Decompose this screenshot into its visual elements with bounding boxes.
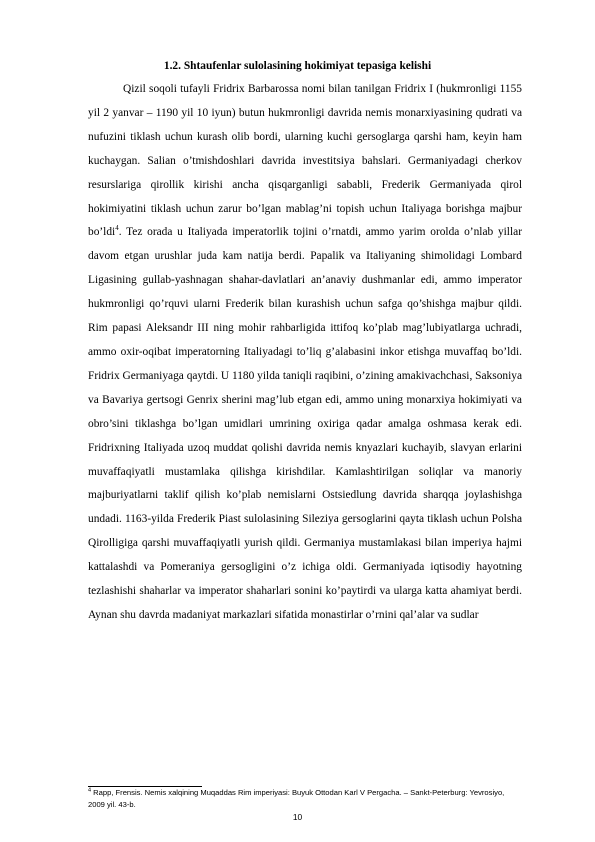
paragraph-text-part-1: Qizil soqoli tufayli Fridrix Barbarossa nomi bilan tanilgan Fridrix I (hukmronligi 1155 yil 2 yanvar – 1190 yil 10 iyun) butun hukmronligi davrida nemis monarxiyasining qudrati va nufuzini tiklash uchun kurash olib bordi, ularning kuchi gersoglarga qarshi ham, keyin ham kuchaygan. Salian o’tmishdoshlari davrida investitsiya bahslari. Germaniyadagi cherkov resurslariga qirollik kirishi ancha qisqarganligi sababli, Frederik Germaniyada qirol hokimiyatini tiklash uchun zarur bo’lgan mablag’ni topish uchun Italiyaga borishga majbur bo’ldi [88,83,522,239]
footnote-reference[interactable]: 4 [115,224,119,233]
page-number: 10 [292,812,303,822]
body-paragraph [88,78,522,628]
paragraph-text-part-2: . Tez orada u Italiyada imperatorlik tojini o’rnatdi, ammo yarim orolda o’nlab yillar davom etgan urushlar juda kam natija berdi. Papalik va Italiyaning shimolidagi Lombard Ligasining gullab-yashnagan shahar-davlatlari an’anaviy dushmanlar edi, ammo imperator hukmronligi qo’rquvi ularni Frederik bilan kurashish uchun safga qo’shishga majbur qildi. Rim papasi Aleksandr III ning mohir rahbarligida ittifoq ko’plab mag’lubiyatlarga uchradi, ammo oxir-oqibat imperatorning Italiyadagi to’liq g’alabasini inkor etishga muvaffaq bo’ldi. Fridrix Germaniyaga qaytdi. U 1180 yilda taniqli raqibini, o’zining amakivachchasi, Saksoniya va Bavariya gertsogi Genrix sherini mag’lub etgan edi, ammo uning monarxiya hokimiyati va obro’sini tiklashga bo’lgan umidlari umrining oxiriga qadar amalga oshmasa kerak edi. Fridrixning Italiyada uzoq muddat qolishi davrida nemis knyazlari kuchayib, slavyan erlarini muvaffaqiyatli mustamlaka qilishga kirishdilar. Kamlashtirilgan soliqlar va manoriy majburiyatlarni taklif qilish ko’plab nemislarni Ostsiedlung davrida sharqqa joylashishga undadi. 1163-yilda Frederik Piast sulolasining Sileziya gersoglarini qayta tiklash uchun Polsha Qirolligiga qarshi muvaffaqiyatli yurish qildi. Germaniya mustamlakasi bilan imperiya hajmi kattalashdi va Pomeraniya gersogligini o’z ichiga oldi. Germaniyada iqtisodiy hayotning tezlashishi shaharlar va imperator shaharlari sonini ko’paytirdi va ularga katta ahamiyat berdi. Aynan shu davrda madaniyat markazlari sifatida monastirlar o’rnini qal’alar va sudlar [88,226,522,621]
footnote-number: 4 [88,787,92,794]
footnote [88,787,522,810]
section-heading: 1.2. Shtaufenlar sulolasining hokimiyat tepasiga kelishi [163,60,432,72]
footnote-text: Rapp, Frensis. Nemis xalqining Muqaddas Rim imperiyasi: Buyuk Ottodan Karl V Pergacha. – Sankt-Peterburg: Yevrosiyo, 2009 yil. 43-b. [88,788,505,809]
